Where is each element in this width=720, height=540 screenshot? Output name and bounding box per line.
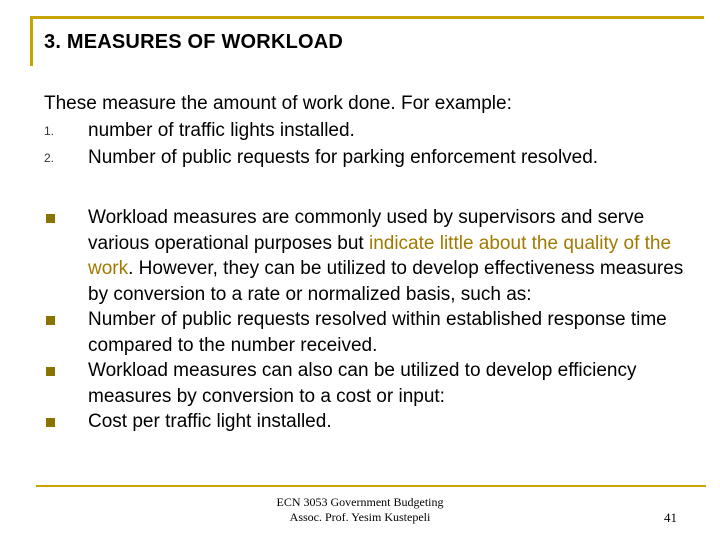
bullet-list — [44, 205, 684, 435]
list-number: 2. — [44, 151, 55, 165]
bullet-text: Workload measures can also can be utilized to develop efficiency measures by conversion to a cost or input: — [88, 360, 637, 407]
footer — [0, 495, 720, 525]
bullet-text: Workload measures are commonly used by supervisors and serve various operational purposes but — [88, 207, 645, 254]
footer-divider — [36, 485, 706, 487]
bullet-text: . However, they can be utilized to develop effectiveness measures by conversion to a rate or normalized basis, such as: — [88, 258, 684, 305]
bullet-square-icon — [46, 316, 55, 325]
list-item-text: Number of public requests for parking enforcement resolved. — [88, 147, 599, 168]
bullet-item — [44, 307, 684, 358]
footer-author: Assoc. Prof. Yesim Kustepeli — [289, 510, 431, 524]
footer-course: ECN 3053 Government Budgeting — [276, 495, 444, 509]
list-item-text: number of traffic lights installed. — [88, 120, 355, 141]
list-number: 1. — [44, 124, 55, 138]
bullet-square-icon — [46, 418, 55, 427]
bullet-item — [44, 409, 684, 435]
bullet-text: Number of public requests resolved within established response time compared to the number received. — [88, 309, 667, 356]
highlighted-text: indicate little about the quality of the work — [88, 232, 672, 279]
bullet-item — [44, 358, 684, 409]
bullet-square-icon — [46, 367, 55, 376]
page-number: 41 — [664, 510, 677, 525]
bullet-square-icon — [46, 214, 55, 223]
bullet-item — [44, 205, 684, 307]
intro-text: These measure the amount of work done. For example: — [44, 93, 512, 114]
slide-title: 3. MEASURES OF WORKLOAD — [44, 31, 344, 53]
bullet-text: Cost per traffic light installed. — [88, 411, 332, 432]
